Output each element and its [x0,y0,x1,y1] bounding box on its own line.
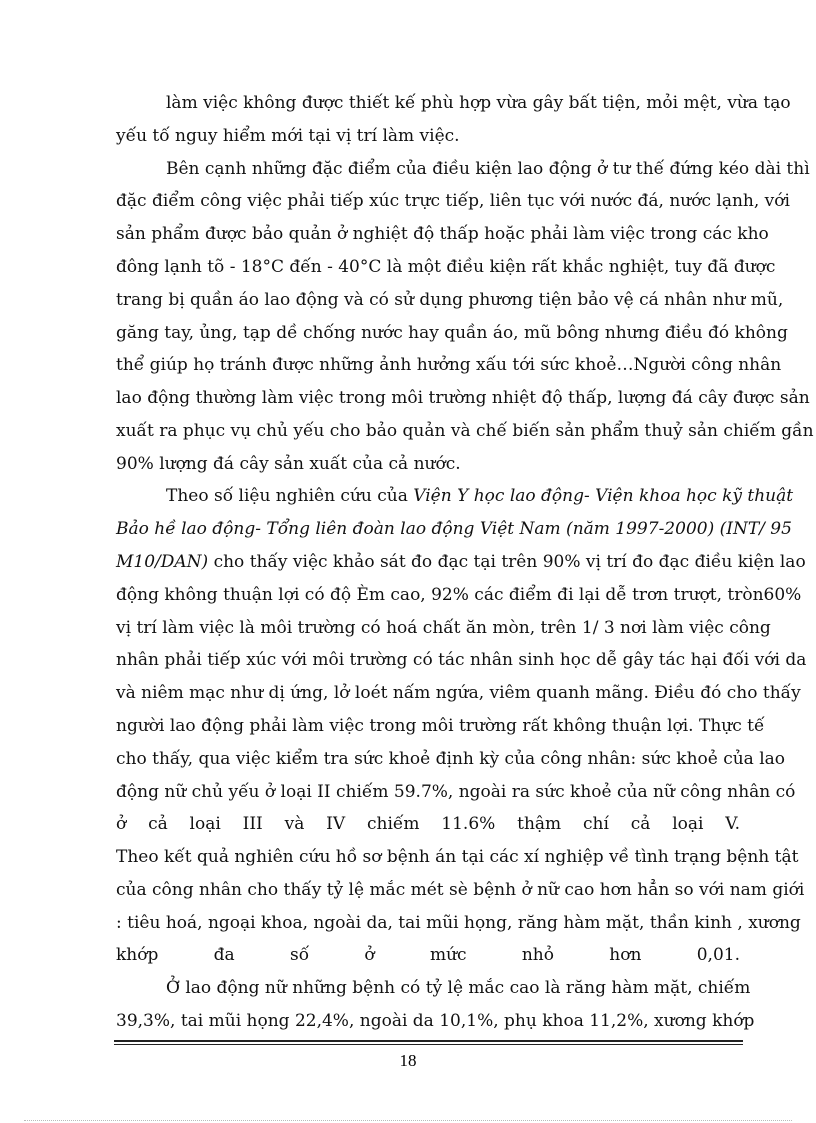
text-line: yếu tố nguy hiểm mới tại vị trí làm việc. [116,126,460,146]
citation-text: Bảo hề lao động- Tổng liên đoàn lao động Việt Nam (năm 1997-2000) (INT/ 95 [116,519,792,539]
text-run: Theo số liệu nghiên cứu của [166,486,414,506]
text-line: làm việc không được thiết kế phù hợp vừa gây bất tiện, mỏi mệt, vừa tạo [166,93,791,113]
text-line: 90% lượng đá cây sản xuất của cả nước. [116,454,461,474]
text-line: nhân phải tiếp xúc với môi trường có tác nhân sinh học dễ gây tác hại đối với da [116,650,807,670]
text-line: : tiêu hoá, ngoại khoa, ngoài da, tai mũi họng, răng hàm mặt, thần kinh , xương [116,913,801,933]
text-run: cho thấy việc khảo sát đo đạc tại trên 90% vị trí đo đạc điều kiện lao [208,552,806,572]
footer-rule [114,1044,743,1045]
text-line: trang bị quần áo lao động và có sử dụng phương tiện bảo vệ cá nhân như mũ, [116,290,784,310]
text-line: đặc điểm công việc phải tiếp xúc trực tiếp, liên tục với nước đá, nước lạnh, với [116,191,790,211]
text-line: cho thấy, qua việc kiểm tra sức khoẻ định kỳ của công nhân: sức khoẻ của lao [116,749,786,769]
text-line: đông lạnh tõ - 18°C đến - 40°C là một điều kiện rất khắc nghiệt, tuy đã được [116,257,776,277]
text-line: thể giúp họ tránh được những ảnh hưởng xấu tới sức khoẻ…Người công nhân [116,355,782,375]
text-line: và niêm mạc như dị ứng, lở loét nấm ngứa, viêm quanh mãng. Điều đó cho thấy [116,683,801,703]
page-border [24,1120,792,1121]
text-line: của công nhân cho thấy tỷ lệ mắc mét sè bệnh ở nữ cao hơn hẳn so với nam giới [116,880,805,900]
text-line: Theo kết quả nghiên cứu hồ sơ bệnh án tại các xí nghiệp về tình trạng bệnh tật [116,847,799,867]
text-line: 39,3%, tai mũi họng 22,4%, ngoài da 10,1%, phụ khoa 11,2%, xương khớp [116,1011,755,1031]
text-line: động nữ chủ yếu ở loại II chiếm 59.7%, ngoài ra sức khoẻ của nữ công nhân có [116,782,796,802]
text-line: sản phẩm được bảo quản ở nghiệt độ thấp hoặc phải làm việc trong các kho [116,224,769,244]
citation-text: M10/DAN) [116,552,209,572]
text-line: Bên cạnh những đặc điểm của điều kiện lao động ở tư thế đứng kéo dài thì [166,159,810,179]
text-line: Ở lao động nữ những bệnh có tỷ lệ mắc cao là răng hàm mặt, chiếm [166,978,751,998]
text-line: vị trí làm việc là môi trường có hoá chất ăn mòn, trên 1/ 3 nơi làm việc công [116,618,771,638]
citation-text: Viện Y học lao động- Viện khoa học kỹ thuật [413,486,794,506]
text-line: xuất ra phục vụ chủ yếu cho bảo quản và chế biến sản phẩm thuỷ sản chiếm gần [116,421,814,441]
text-line: găng tay, ủng, tạp dề chống nước hay quần áo, mũ bông nhưng điều đó không [116,323,788,343]
text-line: khớp đa số ở mức nhỏ hơn 0,01. [116,945,740,965]
text-line [166,485,794,507]
page-number: 18 [399,1051,417,1070]
text-line: động không thuận lợi có độ Èm cao, 92% các điểm đi lại dễ trơn trượt, tròn60% [116,585,802,605]
text-line: người lao động phải làm việc trong môi trường rất không thuận lợi. Thực tế [116,716,765,736]
text-line [116,551,806,573]
text-line: lao động thường làm việc trong môi trường nhiệt độ thấp, lượng đá cây được sản [116,388,810,408]
text-line: ở cả loại III và IV chiếm 11.6% thậm chí cả loại V. [116,814,740,834]
footer-rule [114,1040,743,1042]
